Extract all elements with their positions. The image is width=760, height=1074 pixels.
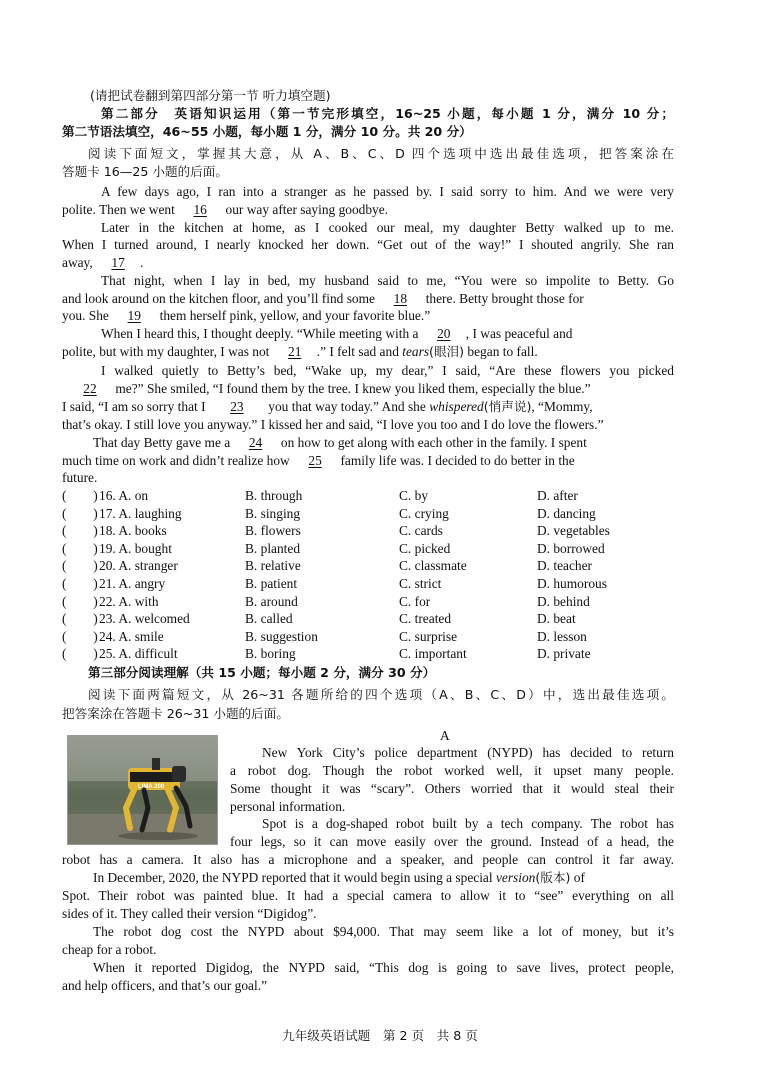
option-d: D. borrowed [537, 540, 605, 556]
part2-instruction-line1: 阅读下面短文，掌握其大意，从 A、B、C、D 四个选项中选出最佳选项，把答案涂在 [88, 146, 674, 161]
cloze-line: future. [62, 470, 98, 485]
reading-line: New York City’s police department (NYPD) has decided to return [262, 745, 674, 760]
cloze-text: me?” She smiled, “I found them by the tree. I knew you liked them, especially the blue.” [115, 381, 591, 396]
option-c: C. crying [399, 505, 449, 521]
reading-text: of [573, 870, 585, 885]
page-footer: 九年级英语试题 第 2 页 共 8 页 [282, 1028, 478, 1043]
option-d: D. lesson [537, 628, 587, 644]
reading-line: a robot dog. Though the robot worked well, it upset many people. [230, 763, 674, 778]
option-a: 17. A. laughing [99, 505, 182, 521]
cloze-line [101, 325, 674, 343]
cloze-line [62, 343, 674, 361]
option-b: B. through [245, 488, 303, 503]
option-b: B. patient [245, 576, 298, 591]
cloze-line: I walked quietly to Betty’s bed, “Wake up, my dear,” I said, “Are these flowers you picked [101, 363, 674, 378]
blank-18: 18 [393, 291, 408, 306]
header-note: (请把试卷翻到第四部分第一节 听力填空题) [90, 88, 331, 103]
cloze-line [62, 254, 674, 272]
blank-23: 23 [230, 399, 244, 414]
option-b: B. singing [245, 505, 301, 521]
vocab-word: tears [402, 344, 430, 359]
blank-20: 20 [437, 326, 451, 341]
cloze-text: When I heard this, I thought deeply. “While meeting with a [101, 326, 419, 341]
reading-line: sides of it. They called their version “Digidog”. [62, 906, 317, 921]
option-d: D. dancing [537, 505, 596, 521]
cloze-text: and look around on the kitchen floor, and you’ll find some [62, 291, 375, 306]
vocab-word: whispered [429, 399, 484, 414]
answer-paren: ( ) [62, 523, 98, 539]
part2-title-line2: 第二节语法填空，46~55 小题，每小题 1 分，满分 10 分。共 20 分） [62, 124, 472, 139]
vocab-word: version [495, 870, 536, 885]
option-a: 22. A. with [99, 593, 159, 609]
option-c: C. surprise [399, 628, 458, 644]
reading-line: cheap for a robot. [62, 942, 157, 957]
cloze-line [62, 290, 674, 308]
cloze-text: much time on work and didn’t realize how [62, 453, 290, 468]
option-a: 25. A. difficult [99, 646, 178, 662]
cloze-text: That day Betty gave me a [93, 435, 231, 450]
option-c: C. treated [399, 611, 452, 627]
reading-line: Spot. Their robot was painted blue. It had a special camera to allow it to “see” everything on all [62, 888, 674, 903]
blank-21: 21 [288, 344, 302, 359]
cloze-line: A few days ago, I ran into a stranger as he passed by. I said sorry to him. And we were very [101, 184, 674, 199]
option-d: D. vegetables [537, 523, 610, 539]
part3-instruction-line1: 阅读下面两篇短文，从 26~31 各题所给的四个选项（A、B、C、D）中，选出最佳选项。 [88, 687, 674, 702]
cloze-line [62, 452, 674, 470]
option-d: D. private [537, 646, 591, 662]
blank-19: 19 [127, 308, 141, 323]
option-c: C. strict [399, 576, 442, 591]
cloze-text: , “Mommy, [531, 399, 593, 414]
reading-line: and help officers, and that’s our goal.” [62, 978, 268, 993]
cloze-line: When I turned around, I nearly knocked her down. “Get out of the way!” I shouted angrily. She ran [62, 237, 674, 252]
robot-dog-photo [67, 735, 218, 845]
option-b: B. called [245, 611, 293, 627]
blank-22: 22 [83, 381, 97, 396]
option-a: 24. A. smile [99, 628, 164, 644]
cloze-line [62, 201, 674, 219]
reading-line: robot has a camera. It also has a microphone and a speaker, and people can control it far away. [62, 852, 674, 867]
answer-paren: ( ) [62, 540, 98, 556]
cloze-line: that’s okay. I still love you anyway.” I kissed her and said, “I love you too and I do love the flowers.” [62, 417, 604, 432]
answer-paren: ( ) [62, 488, 98, 503]
part3-title: 第三部分阅读理解（共 15 小题；每小题 2 分，满分 30 分） [88, 665, 436, 680]
answer-paren: ( ) [62, 628, 98, 644]
blank-17: 17 [111, 255, 125, 270]
reading-line: The robot dog cost the NYPD about $94,000. That may seem like a lot of money, but it’s [93, 924, 674, 939]
cloze-text: polite. Then we went [62, 202, 175, 217]
cloze-line: That night, when I lay in bed, my husband said to me, “You were so impolite to Betty. Go [101, 273, 674, 288]
cloze-text: our way after saying goodbye. [225, 202, 389, 217]
reading-line: four legs, so it can move easily over the ground. Instead of a head, the [230, 834, 674, 849]
cloze-line [62, 398, 674, 416]
option-d: D. beat [537, 611, 576, 627]
cloze-text: .” I felt sad and [316, 344, 399, 359]
option-d: D. humorous [537, 576, 607, 591]
option-b: B. suggestion [245, 628, 318, 644]
cloze-text: there. Betty brought those for [425, 291, 584, 306]
robot-dog-illustration [68, 736, 217, 844]
option-b: B. relative [245, 558, 301, 574]
option-d: D. after [537, 488, 578, 503]
cloze-text: began to fall. [467, 344, 538, 359]
cloze-text: them herself pink, yellow, and your favorite blue.” [159, 308, 431, 323]
cloze-text: polite, but with my daughter, I was not [62, 344, 270, 359]
reading-line: Spot is a dog-shaped robot built by a tech company. The robot has [262, 816, 674, 831]
blank-24: 24 [248, 435, 263, 450]
reading-line: personal information. [230, 799, 346, 814]
option-a: 20. A. stranger [99, 558, 178, 574]
option-c: C. for [399, 593, 431, 609]
answer-paren: ( ) [62, 576, 98, 591]
option-a: 16. A. on [99, 488, 149, 503]
cloze-text: you that way today.” And she [268, 399, 426, 414]
option-b: B. flowers [245, 523, 301, 539]
cloze-text: , I was peaceful and [465, 326, 573, 341]
part3-instruction-line2: 把答案涂在答题卡 26~31 小题的后面。 [62, 706, 289, 721]
cloze-line [62, 307, 674, 325]
photo-lettering: LIMA 200 [138, 784, 165, 790]
cloze-line [93, 434, 674, 452]
blank-16: 16 [193, 202, 207, 217]
reading-line: Some thought it was “scary”. Others worried that it would steal their [230, 781, 674, 796]
passage-label: A [440, 728, 450, 743]
option-c: C. cards [399, 523, 443, 539]
cloze-text: you. She [62, 308, 109, 323]
option-b: B. planted [245, 540, 301, 556]
option-d: D. teacher [537, 558, 593, 574]
vocab-gloss: (悄声说) [483, 399, 532, 414]
blank-25: 25 [308, 453, 322, 468]
answer-paren: ( ) [62, 593, 98, 609]
option-b: B. boring [245, 646, 296, 662]
option-d: D. behind [537, 593, 590, 609]
cloze-line [68, 380, 680, 398]
reading-line: When it reported Digidog, the NYPD said, “This dog is going to save lives, protect people, [93, 960, 674, 975]
answer-paren: ( ) [62, 558, 98, 574]
reading-text: In December, 2020, the NYPD reported that it would begin using a special [93, 870, 493, 885]
cloze-text: away, [62, 255, 93, 270]
reading-line [93, 869, 674, 887]
option-c: C. by [399, 488, 429, 503]
option-c: C. important [399, 646, 467, 662]
part2-instruction-line2: 答题卡 16—25 小题的后面。 [62, 164, 228, 179]
cloze-line: Later in the kitchen at home, as I cooked our meal, my daughter Betty walked up to me. [101, 220, 674, 235]
option-b: B. around [245, 593, 298, 609]
answer-paren: ( ) [62, 505, 98, 521]
cloze-text: . [140, 255, 144, 270]
cloze-text: I said, “I am so sorry that I [62, 399, 206, 414]
vocab-gloss: (眼泪) [429, 344, 465, 359]
option-c: C. picked [399, 540, 451, 556]
answer-paren: ( ) [62, 611, 98, 627]
part2-title-line1: 第二部分 英语知识运用（第一节完形填空，16~25 小题，每小题 1 分，满分 10 分； [101, 106, 674, 121]
option-a: 18. A. books [99, 523, 167, 539]
option-a: 23. A. welcomed [99, 611, 190, 627]
cloze-text: family life was. I decided to do better in the [340, 453, 575, 468]
option-a: 21. A. angry [99, 576, 166, 591]
option-a: 19. A. bought [99, 540, 172, 556]
cloze-text: on how to get along with each other in the family. I spent [280, 435, 587, 450]
option-c: C. classmate [399, 558, 467, 574]
vocab-gloss: (版本) [535, 870, 571, 885]
answer-paren: ( ) [62, 646, 98, 662]
